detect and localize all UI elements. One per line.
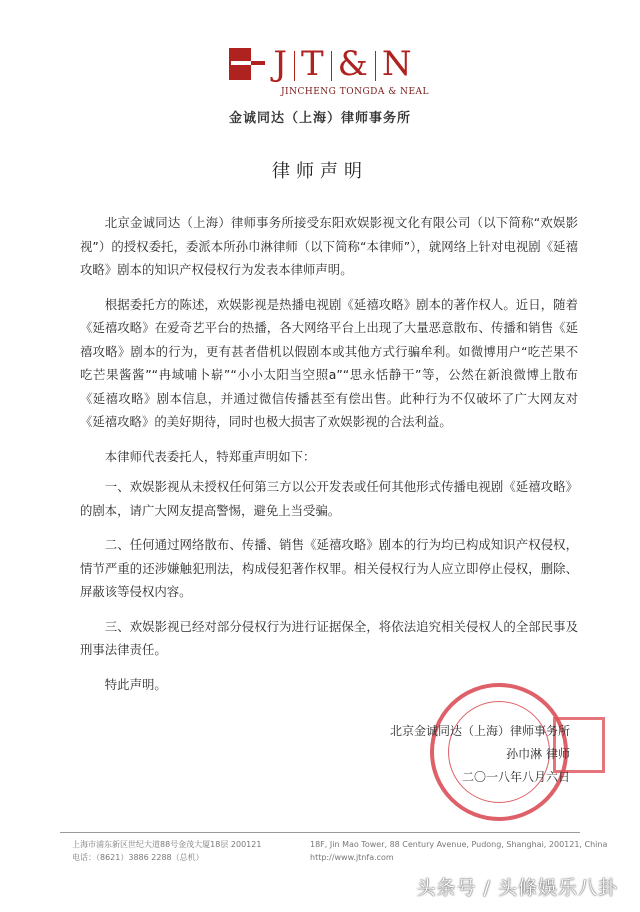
paragraph-6: 三、欢娱影视已经对部分侵权行为进行证据保全，将依法追究相关侵权人的全部民事及刑事法律责任。	[80, 618, 578, 657]
signature-date: 二〇一八年八月六日	[461, 770, 570, 784]
logo-subtitle: JINCHENG TONGDA & NEAL	[280, 87, 430, 97]
signature-firm: 北京金诚同达（上海）律师事务所	[389, 724, 570, 738]
signature-block	[390, 720, 570, 789]
firm-logo	[0, 46, 640, 97]
logo-letters: J T & N	[273, 44, 413, 84]
paragraph-2: 根据委托方的陈述，欢娱影视是热播电视剧《延禧攻略》剧本的著作权人。近日，随着《延禧攻略》在爱奇艺平台的热播，各大网络平台上出现了大量恶意散布、传播和销售《延禧攻略》剧本的行为，更有甚者借机以假剧本或其他方式行骗牟利。如微博用户“吃芒果不吃芒果酱酱”“冉域哺卜崭”“小小太阳当空照a”“思永恬静干”等，公然在新浪微博上散布《延禧攻略》剧本信息，并通过微信传播甚至有偿出售。此种行为不仅破坏了广大网友对《延禧攻略》的美好期待，同时也极大损害了欢娱影视的合法利益。	[80, 296, 578, 429]
paragraph-4: 一、欢娱影视从未授权任何第三方以公开发表或任何其他形式传播电视剧《延禧攻略》的剧本，请广大网友提高警惕，避免上当受骗。	[80, 479, 578, 518]
document-title: 律师声明	[272, 161, 368, 182]
footer-address-line: 上海市浦东新区世纪大道88号金茂大厦18层 200121	[72, 840, 262, 849]
footer-address-en	[310, 838, 607, 864]
footer-website: http://www.jtnfa.com	[310, 853, 394, 862]
firm-logo-mark-icon	[227, 46, 267, 82]
paragraph-1: 北京金诚同达（上海）律师事务所接受东阳欢娱影视文化有限公司（以下简称“欢娱影视”）的授权委托，委派本所孙巾淋律师（以下简称“本律师”），就网络上针对电视剧《延禧攻略》剧本的知识产权侵权行为发表本律师声明。	[80, 215, 578, 277]
footer-address-cn	[72, 838, 261, 864]
statement-body	[80, 211, 578, 707]
signature-lawyer: 孙巾淋 律师	[506, 747, 570, 761]
footer-address-en-line: 18F, Jin Mao Tower, 88 Century Avenue, Pudong, Shanghai, 200121, China	[310, 840, 608, 849]
firm-name: 金诚同达（上海）律师事务所	[228, 111, 411, 126]
watermark: 头条号 / 头條娛乐八卦	[416, 877, 618, 899]
footer-phone-line: 电话：（8621）3886 2288（总机）	[72, 853, 204, 862]
footer-divider	[60, 832, 580, 833]
paragraph-3: 本律师代表委托人，特郑重声明如下：	[104, 448, 316, 464]
paragraph-7: 特此声明。	[104, 676, 167, 692]
paragraph-5: 二、任何通过网络散布、传播、销售《延禧攻略》剧本的行为均已构成知识产权侵权，情节严重的还涉嫌触犯刑法，构成侵犯著作权罪。相关侵权行为人应立即停止侵权，删除、屏蔽该等侵权内容。	[80, 537, 578, 599]
